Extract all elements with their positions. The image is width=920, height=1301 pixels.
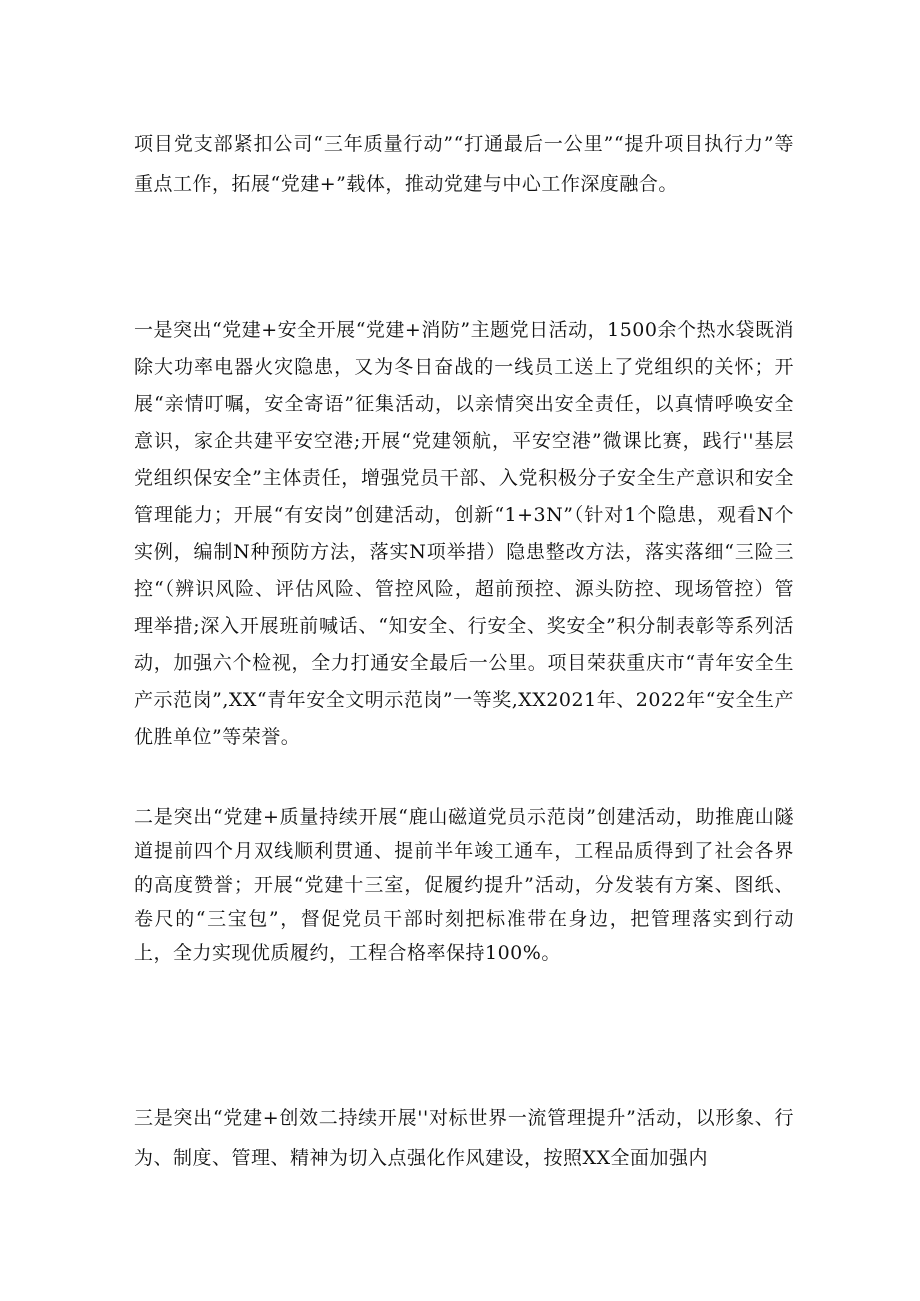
paragraph-intro: 项目党支部紧扣公司“三年质量行动”“打通最后一公里”“提升项目执行力”等重点工作，拓展“党建+”载体，推动党建与中心工作深度融合。 bbox=[134, 133, 794, 195]
paragraph-quality: 二是突出“党建+质量持续开展“鹿山磁道党员示范岗”创建活动，助推鹿山隧道提前四个月双线顺利贯通、提前半年竣工通车，工程品质得到了社会各界的高度赞誉；开展“党建十三室，促履约提升”活动，分发装有方案、图纸、卷尺的“三宝包”，督促党员干部时刻把标准带在身边，把管理落实到行动上，全力实现优质履约，工程合格率保持100%。 bbox=[134, 806, 794, 964]
paragraph-efficiency: 三是突出“党建+创效二持续开展''对标世界一流管理提升”活动，以形象、行为、制度、管理、精神为切入点强化作风建设，按照XX全面加强内 bbox=[134, 1107, 794, 1169]
paragraph-safety: 一是突出“党建+安全开展“党建+消防”主题党日活动，1500余个热水袋既消除大功率电器火灾隐患，又为冬日奋战的一线员工送上了党组织的关怀；开展“亲情叮嘱，安全寄语”征集活动，以亲情突出安全责任，以真情呼唤安全意识，家企共建平安空港;开展“党建领航，平安空港”微课比赛，践行''基层党组织保安全”主体责任，增强党员干部、入党积极分子安全生产意识和安全管理能力；开展“有安岗”创建活动，创新“1+3N”（针对1个隐患，观看N个实例，编制N种预防方法，落实N项举措）隐患整改方法，落实落细“三险三控“（辨识风险、评估风险、管控风险，超前预控、源头防控、现场管控）管理举措;深入开展班前喊话、“知安全、行安全、奖安全”积分制表彰等系列活动，加强六个检视，全力打通安全最后一公里。项目荣获重庆市“青年安全生产示范岗”,XX“青年安全文明示范岗”一等奖,XX2021年、2022年“安全生产优胜单位”等荣誉。 bbox=[134, 319, 794, 748]
